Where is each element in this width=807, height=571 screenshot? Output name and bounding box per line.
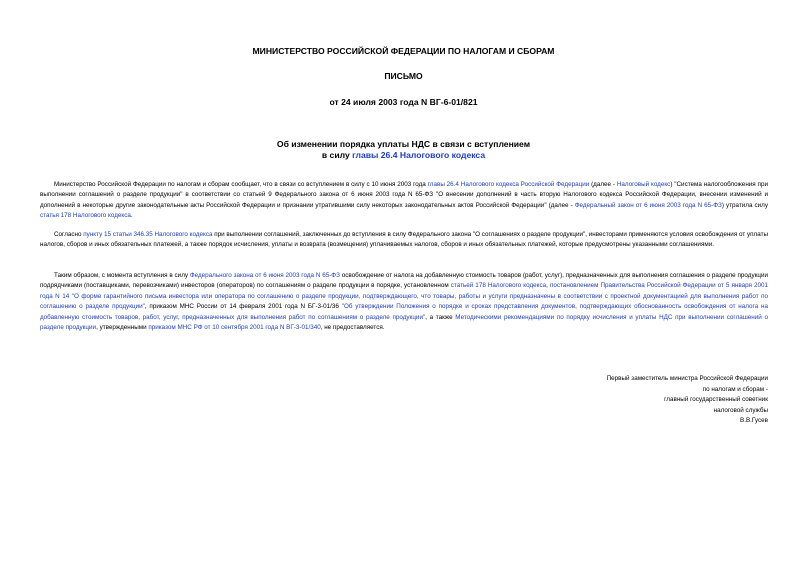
title-chapter-link[interactable]: главы 26.4 Налогового кодекса	[352, 150, 486, 160]
p3-text-2: освобождение от налога на добавленную стоимость товаров (работ, услуг), предназначенных для выполнения соглашения о разделе продукции подрядчиками (поставщиками, перевозчиками) инвесторов (операторов) по соглашениям о разделе продукции в порядке, установленном	[40, 272, 768, 290]
link-article-346-35[interactable]: пункту 15 статьи 346.35 Налогового кодекса	[83, 231, 213, 238]
link-order-vg-3-01-340[interactable]: приказом МНС РФ от 10 сентября 2001 года N ВГ-3-01/340	[148, 324, 321, 332]
link-regulation-documents[interactable]: "Об утверждении Положения о порядке и сроках представления документов, подтверждающих обоснованность освобождения от налога на добавленную стоимость товаров, работ, услуг, предназначенных для выполнения работ по соглашениям о разделе продукции"	[40, 303, 768, 321]
signature-line-4: налоговой службы	[713, 406, 768, 414]
link-chapter-26-4[interactable]: главы 26.4 Налогового кодекса Российской Федерации	[427, 181, 590, 188]
p2-text-1: Согласно	[54, 231, 84, 238]
signature-line-2: по налогам и сборам -	[702, 385, 768, 393]
link-methodical-recommendations[interactable]: Методическими рекомендациями по порядку исчисления и уплаты НДС при выполнении соглашений о разделе продукции	[40, 313, 768, 332]
p3-text-5: , а также	[425, 313, 456, 321]
p1-text-5: .	[130, 212, 133, 220]
signature-name: В.В.Гусев	[740, 417, 768, 425]
paragraph-1	[40, 180, 768, 222]
title-line-2-text: в силу	[321, 150, 353, 160]
title-line-1: Об изменении порядка уплаты НДС в связи с вступлением	[276, 139, 531, 149]
link-article-178-2[interactable]: статьей 178 Налогового кодекса	[450, 282, 547, 290]
p3-text-3: ,	[546, 282, 550, 290]
link-tax-code[interactable]: Налоговый кодекс	[616, 181, 671, 188]
paragraph-2	[40, 230, 768, 251]
document-date-number: от 24 июля 2003 года N ВГ-6-01/821	[329, 97, 478, 107]
link-federal-law-65fz[interactable]: Федеральный закон от 6 июня 2003 года N 65-ФЗ	[574, 201, 722, 209]
p3-text-7: , не предоставляется.	[320, 324, 385, 332]
paragraph-3	[40, 271, 768, 333]
document-type: ПИСЬМО	[384, 71, 423, 81]
document-title	[180, 139, 627, 161]
link-article-178[interactable]: статья 178 Налогового кодекса	[40, 212, 131, 220]
p2-text-2: при выполнении соглашений, заключенных до вступления в силу Федерального закона "О соглашениях о разделе продукции", инвесторами применяются условия освобождения от уплаты налогов, сборов и иных обязательных платежей, а также порядок исчисления, уплаты и возврата (возмещения) уплачиваемых налогов, сборов и иных обязательных платежей, которые предусмотрены указанными соглашениями.	[40, 231, 768, 249]
link-government-resolution-14[interactable]: постановлением Правительства Российской Федерации от 5 января 2001 года N 14 "О форме гарантийного письма инвестора или оператора по соглашению о разделе продукции, подтверждающего, что товары, работы и услуги предназначены в соответствии с проектной документацией для выполнения работ по соглашению о разделе продукции"	[40, 282, 769, 311]
ministry-heading: МИНИСТЕРСТВО РОССИЙСКОЙ ФЕДЕРАЦИИ ПО НАЛОГАМ И СБОРАМ	[252, 46, 555, 56]
p3-text-6: , утвержденными	[96, 324, 149, 332]
signature-line-1: Первый заместитель министра Российской Федерации	[606, 375, 768, 382]
title-line-2	[180, 150, 627, 161]
p1-text-4: ) утратила силу	[721, 201, 768, 209]
signature-line-3: главный государственный советник	[664, 396, 768, 404]
p3-text-1: Таким образом, с момента вступления в силу	[54, 272, 190, 279]
p3-text-4: , приказом МНС России от 14 февраля 2001 года N БГ-3-01/36	[144, 303, 342, 311]
p1-text-2: (далее -	[589, 181, 617, 188]
signature-block	[480, 374, 768, 427]
p1-text-1: Министерство Российской Федерации по налогам и сборам сообщает, что в связи со вступлением в силу с 10 июня 2003 года	[54, 181, 428, 188]
p1-text-3: ) "Система налогообложения при выполнении соглашений о разделе продукции" в соответствии со статьей 9 Федерального закона от 6 июня 2003 года N 65-ФЗ "О внесении дополнений в часть вторую Налогового кодекса Российской Федерации, внесении изменений и дополнений в некоторые другие законодательные акты Российской Федерации и признании утратившими силу некоторых законодательных актов Российской Федерации" (далее -	[40, 181, 768, 209]
link-federal-law-65fz-2[interactable]: Федерального закона от 6 июня 2003 года N 65-ФЗ	[189, 272, 340, 279]
